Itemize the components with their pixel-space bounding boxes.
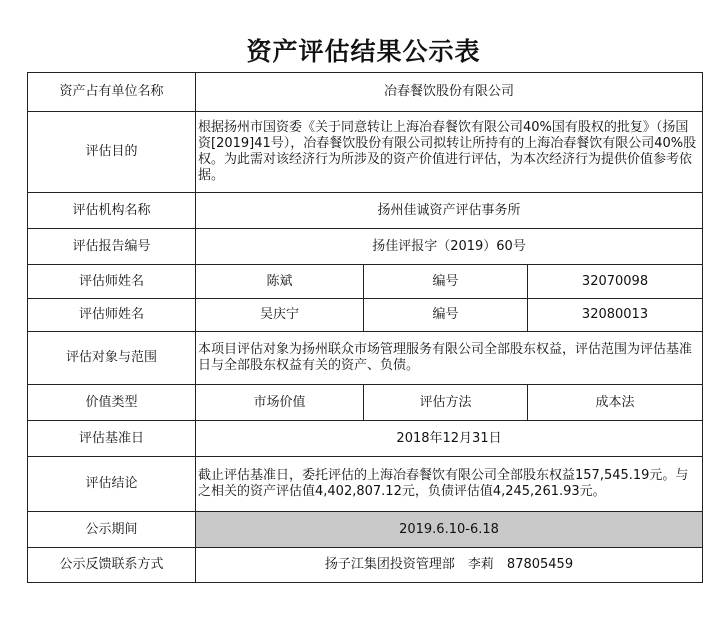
- page-title: 资产评估结果公示表: [246, 37, 481, 66]
- agency-value: 扬州佳诚资产评估事务所: [196, 193, 703, 229]
- scope-value: 本项目评估对象为扬州联众市场管理服务有限公司全部股东权益，评估范围为评估基准日与全部股东权益有关的资产、负债。: [196, 332, 703, 385]
- appraiser1-label: 评估师姓名: [28, 265, 196, 299]
- appraiser1-no-label: 编号: [364, 265, 528, 299]
- owner-value: 冶春餐饮股份有限公司: [196, 73, 703, 112]
- table-row: [28, 421, 703, 457]
- appraiser2-no-label: 编号: [364, 299, 528, 332]
- table-row: [28, 332, 703, 385]
- owner-label: 资产占有单位名称: [28, 73, 196, 112]
- method-label: 评估方法: [364, 385, 528, 421]
- period-value: 2019.6.10-6.18: [196, 512, 703, 548]
- value-type-value: 市场价值: [196, 385, 364, 421]
- contact-value: 扬子江集团投资管理部 李莉 87805459: [196, 548, 703, 583]
- appraiser2-label: 评估师姓名: [28, 299, 196, 332]
- table-row: [28, 73, 703, 112]
- assessment-table: [27, 72, 703, 583]
- method-value: 成本法: [528, 385, 703, 421]
- scope-label: 评估对象与范围: [28, 332, 196, 385]
- value-type-label: 价值类型: [28, 385, 196, 421]
- table-row: [28, 193, 703, 229]
- appraiser2-name: 吴庆宁: [196, 299, 364, 332]
- agency-label: 评估机构名称: [28, 193, 196, 229]
- table-row: [28, 265, 703, 299]
- purpose-value: 根据扬州市国资委《关于同意转让上海冶春餐饮有限公司40%国有股权的批复》（扬国资[2019]41号），冶春餐饮股份有限公司拟转让所持有的上海冶春餐饮有限公司40%股权。为此需对该经济行为所涉及的资产价值进行评估，为本次经济行为提供价值参考依据。: [196, 112, 703, 193]
- report-no-value: 扬佳评报字（2019）60号: [196, 229, 703, 265]
- conclusion-value: 截止评估基准日，委托评估的上海冶春餐饮有限公司全部股东权益157,545.19元。与之相关的资产评估值4,402,807.12元，负债评估值4,245,261.93元。: [196, 457, 703, 512]
- report-no-label: 评估报告编号: [28, 229, 196, 265]
- table-row: [28, 299, 703, 332]
- table-row: [28, 548, 703, 583]
- base-date-value: 2018年12月31日: [196, 421, 703, 457]
- table-row: [28, 385, 703, 421]
- base-date-label: 评估基准日: [28, 421, 196, 457]
- appraiser2-no: 32080013: [528, 299, 703, 332]
- table-row: [28, 512, 703, 548]
- table-row: [28, 229, 703, 265]
- period-label: 公示期间: [28, 512, 196, 548]
- purpose-label: 评估目的: [28, 112, 196, 193]
- appraiser1-no: 32070098: [528, 265, 703, 299]
- table-row: [28, 112, 703, 193]
- contact-label: 公示反馈联系方式: [28, 548, 196, 583]
- conclusion-label: 评估结论: [28, 457, 196, 512]
- table-row: [28, 457, 703, 512]
- appraiser1-name: 陈斌: [196, 265, 364, 299]
